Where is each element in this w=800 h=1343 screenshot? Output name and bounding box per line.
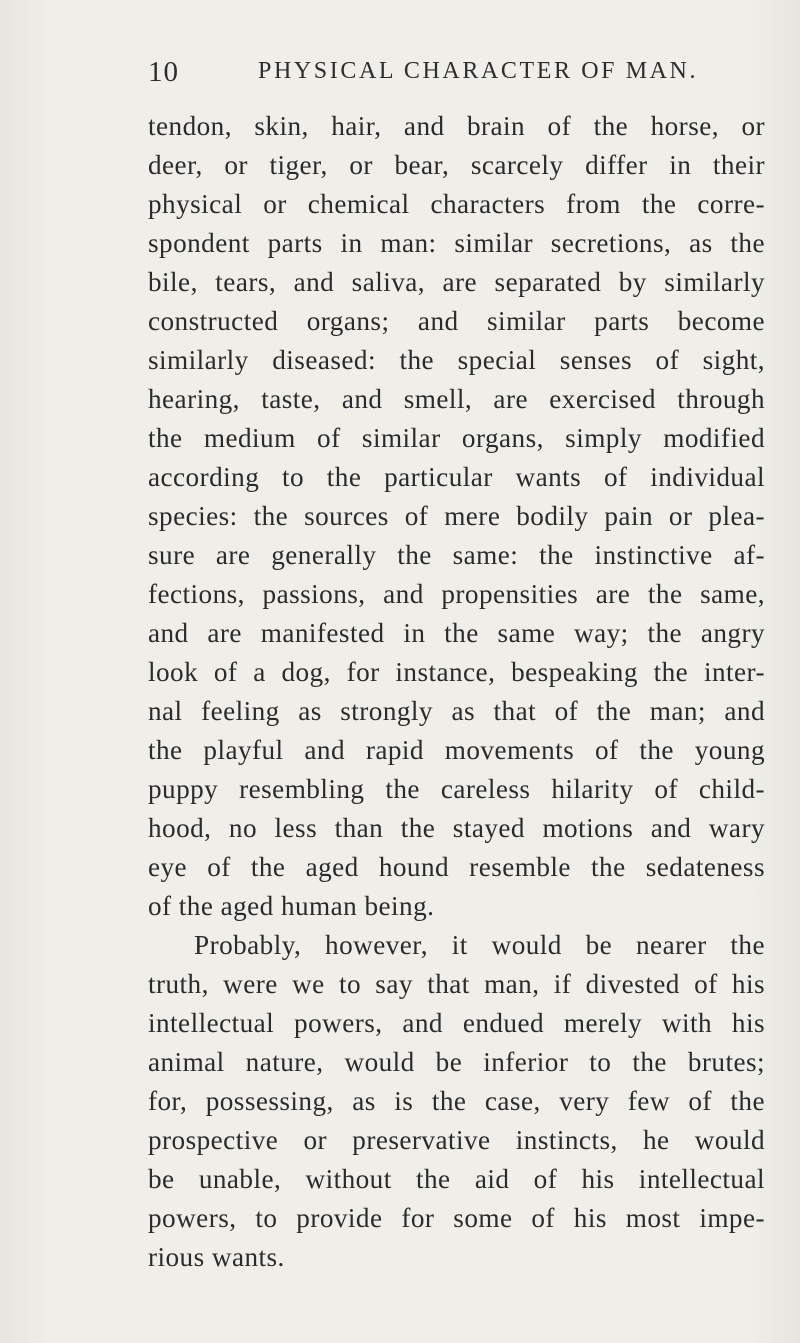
text-line: powers, to provide for some of his most impe- (148, 1203, 765, 1233)
text-line: intellectual powers, and endued merely with his (148, 1008, 765, 1038)
text-line: prospective or preservative instincts, he would (148, 1125, 765, 1155)
text-line: eye of the aged hound resemble the sedateness (148, 852, 765, 882)
text-line: be unable, without the aid of his intellectual (148, 1164, 765, 1194)
running-head: PHYSICAL CHARACTER OF MAN. (258, 58, 699, 84)
text-line: animal nature, would be inferior to the brutes; (148, 1047, 765, 1077)
text-line: look of a dog, for instance, bespeaking the inter- (148, 657, 765, 687)
text-line: the playful and rapid movements of the young (148, 735, 765, 765)
text-line: according to the particular wants of individual (148, 462, 765, 492)
paragraph-start-line: Probably, however, it would be nearer the (194, 930, 765, 960)
text-line: truth, were we to say that man, if divested of his (148, 969, 765, 999)
paragraph-end-line: rious wants. (148, 1242, 285, 1272)
page-number: 10 (148, 56, 179, 88)
text-line: puppy resembling the careless hilarity of child- (148, 774, 765, 804)
text-line: the medium of similar organs, simply modified (148, 423, 765, 453)
page-header (0, 56, 800, 96)
text-line: and are manifested in the same way; the angry (148, 618, 765, 648)
text-line: similarly diseased: the special senses of sight, (148, 345, 765, 375)
text-line: deer, or tiger, or bear, scarcely differ in their (148, 150, 765, 180)
text-line: nal feeling as strongly as that of the man; and (148, 696, 765, 726)
text-line: hearing, taste, and smell, are exercised through (148, 384, 765, 414)
text-line: bile, tears, and saliva, are separated by similarly (148, 267, 765, 297)
text-line: spondent parts in man: similar secretions, as the (148, 228, 765, 258)
text-line: hood, no less than the stayed motions and wary (148, 813, 765, 843)
text-line: physical or chemical characters from the corre- (148, 189, 765, 219)
body-text (148, 107, 765, 1277)
text-line: constructed organs; and similar parts become (148, 306, 765, 336)
text-line: fections, passions, and propensities are the same, (148, 579, 765, 609)
text-line: tendon, skin, hair, and brain of the horse, or (148, 111, 765, 141)
text-line: sure are generally the same: the instinctive af- (148, 540, 765, 570)
text-line: species: the sources of mere bodily pain or plea- (148, 501, 765, 531)
text-line: for, possessing, as is the case, very few of the (148, 1086, 765, 1116)
paragraph-end-line: of the aged human being. (148, 891, 435, 921)
